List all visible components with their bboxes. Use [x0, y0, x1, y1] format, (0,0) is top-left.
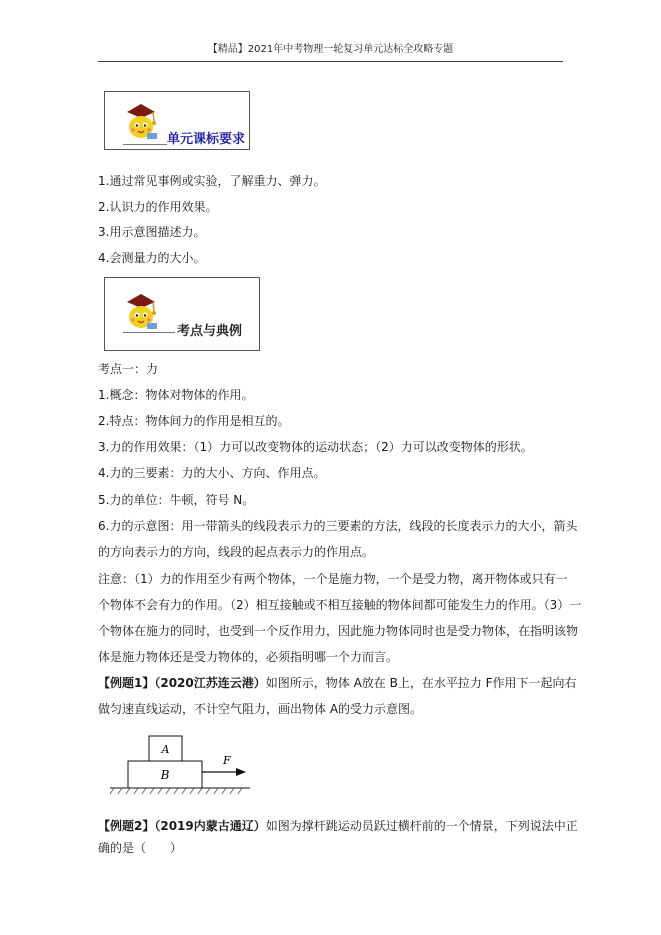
mascot-graduate-icon — [119, 100, 161, 142]
block-b-label: B — [160, 768, 170, 782]
badge-underline — [123, 144, 167, 145]
section-badge-requirements — [104, 91, 250, 150]
section-badge-kaodian — [104, 277, 260, 351]
kaodian-item-5: 5.力的单位：牛顿，符号 N。 — [98, 493, 255, 507]
example1-source: （2020江苏连云港） — [154, 676, 266, 690]
requirement-3: 3.用示意图描述力。 — [98, 225, 206, 239]
example2-line-1 — [98, 818, 578, 834]
example2-text: 如图为撑杆跳运动员跃过横杆前的一个情景，下列说法中正 — [265, 819, 578, 833]
example2-line-2: 确的是（ ） — [98, 841, 183, 855]
badge-title-requirements: 单元课标要求 — [167, 132, 246, 147]
note-line-2: 个物体不会有力的作用。（2）相互接触或不相互接触的物体间都可能发生力的作用。（3）一 — [98, 598, 582, 612]
requirement-4: 4.会测量力的大小。 — [98, 251, 206, 265]
badge-underline — [123, 332, 175, 333]
force-label: F — [223, 754, 231, 767]
example1-figure — [110, 728, 260, 800]
example2-source: （2019内蒙古通辽） — [154, 819, 266, 833]
kaodian-item-6-line-1: 6.力的示意图：用一带箭头的线段表示力的三要素的方法，线段的长度表示力的大小，箭头 — [98, 519, 578, 533]
example1-line-1 — [98, 675, 577, 691]
force-arrowhead — [236, 768, 246, 776]
block-a-label: A — [161, 743, 170, 756]
kaodian-item-2: 2.特点：物体间力的作用是相互的。 — [98, 414, 290, 428]
kaodian-item-3: 3.力的作用效果：（1）力可以改变物体的运动状态；（2）力可以改变物体的形状。 — [98, 440, 533, 454]
kaodian-item-6-line-2: 的方向表示力的方向，线段的起点表示力的作用点。 — [98, 545, 375, 559]
ground-hatching — [110, 788, 242, 794]
mascot-graduate-icon — [119, 290, 161, 332]
kaodian-item-4: 4.力的三要素：力的大小、方向、作用点。 — [98, 466, 326, 480]
note-line-1: 注意：（1）力的作用至少有两个物体，一个是施力物，一个是受力物，离开物体或只有一 — [98, 572, 568, 586]
requirement-2: 2.认识力的作用效果。 — [98, 200, 218, 214]
header-rule — [98, 61, 563, 62]
kaodian-title: 考点一：力 — [98, 362, 159, 376]
example1-line-2: 做匀速直线运动，不计空气阻力，画出物体 A的受力示意图。 — [98, 702, 423, 716]
requirement-1: 1.通过常见事例或实验，了解重力、弹力。 — [98, 174, 326, 188]
badge-title-kaodian: 考点与典例 — [177, 324, 243, 339]
note-line-3: 个物体在施力的同时，也受到一个反作用力，因此施力物体同时也是受力物体，在指明该物 — [98, 624, 579, 638]
example2-label: 【例题2】 — [98, 819, 155, 833]
example1-text: 如图所示，物体 A放在 B上，在水平拉力 F作用下一起向右 — [265, 676, 577, 690]
note-line-4: 体是施力物体还是受力物体的，必须指明哪一个力而言。 — [98, 650, 399, 664]
kaodian-item-1: 1.概念：物体对物体的作用。 — [98, 388, 254, 402]
example1-label: 【例题1】 — [98, 676, 155, 690]
page-header: 【精品】2021年中考物理一轮复习单元达标全攻略专题 — [207, 44, 454, 55]
